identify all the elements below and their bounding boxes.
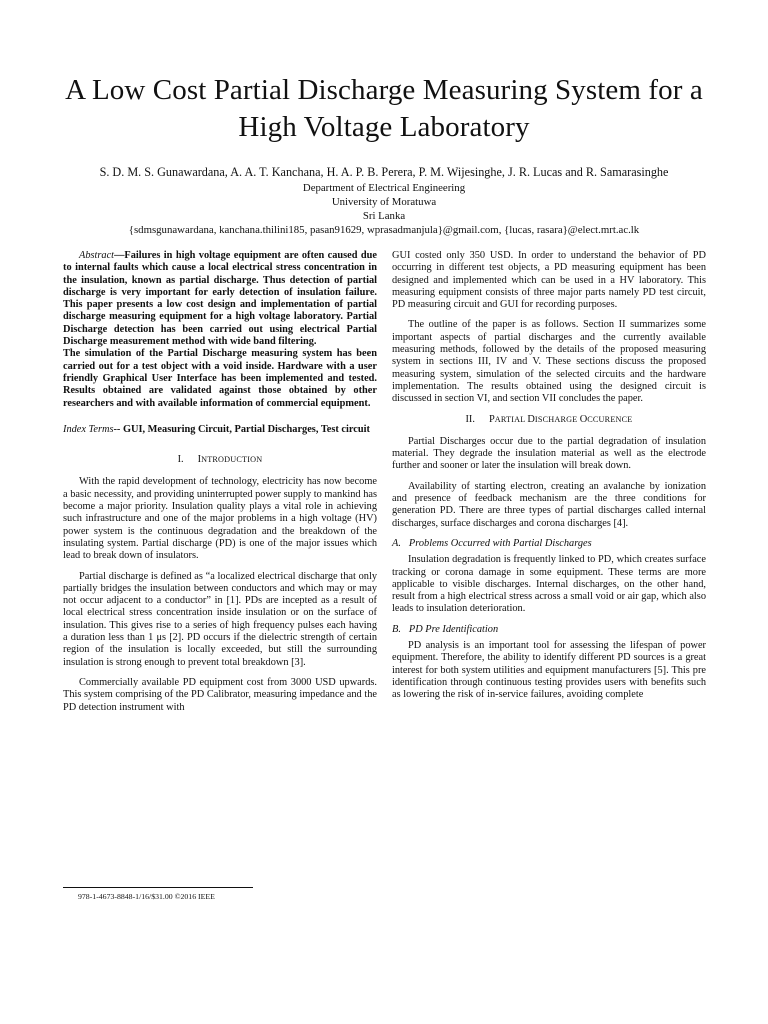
copyright-footnote: 978-1-4673-8848-1/16/$31.00 ©2016 IEEE (78, 892, 215, 901)
section-title-initial: D (527, 413, 535, 425)
subsection-title: PD Pre Identification (408, 623, 499, 635)
body-paragraph: Partial Discharges occur due to the partial degradation of insulation material. They degrade the insulation material as well as the electrode further and sooner or later the insulation will break down. (392, 435, 706, 472)
section-title-rest: NTRODUCTION (201, 455, 263, 465)
abstract-paragraph (63, 250, 377, 348)
body-paragraph: PD analysis is an important tool for assessing the lifespan of power equipment. Therefore, the ability to identify different PD sources is a great interest for both system utilities and equipment manufacturers [5]. This pre identification through continuous testing provides users with benefits such as lowering the risk of in-service failures, avoiding complete (392, 640, 706, 701)
subsection-title: Problems Occurred with Partial Discharges (408, 537, 592, 549)
index-terms (63, 424, 377, 436)
section-heading-introduction (63, 454, 377, 466)
subsection-heading-a (392, 538, 706, 550)
section-title-rest: ARTIAL (494, 414, 528, 424)
section-number: I. (177, 454, 184, 466)
abstract-text: —Failures in high voltage equipment are often caused due to internal faults which cause a local electrical stress concentration in the insulation, known as partial discharge. Thus detection of partial discharge is very important for early detection of insulation failure. This paper presents a low cost design and implementation of partial discharge measuring equipment for a high voltage laboratory. Partial Discharge detection has been carried out using electrical Partial Discharge measurement method with wide band filtering. (63, 250, 377, 348)
subsection-number: B. (392, 623, 401, 635)
index-terms-label: Index Terms (63, 423, 114, 435)
section-heading-partial-discharge (392, 414, 706, 426)
body-paragraph: GUI costed only 350 USD. In order to understand the behavior of PD occurring in different test objects, a PD measuring equipment has been designed and implemented which can be used in a HV laboratory. This measuring equipment consists of three major parts namely PD test circuit, PD measuring circuit and GUI for recording purposes. (392, 250, 706, 311)
section-title-rest: ISCHARGE (534, 414, 580, 424)
body-paragraph: Partial discharge is defined as “a localized electrical discharge that only partially bridges the insulation between conductors and which may or may not occur adjacent to a conductor” in [1]. PDs are incepted as a result of local electrical stress concentration inside insulation or on the surface of insulation. This gives rise to a series of high frequency pulses each having a duration less than 1 μs [2]. PD occurs if the dielectric strength of certain region of the insulation is locally exceeded, but still the surrounding insulation is strong enough to prevent total breakdown [3]. (63, 570, 377, 668)
affiliation (30, 181, 738, 237)
right-column (392, 250, 706, 710)
index-terms-text: -- GUI, Measuring Circuit, Partial Discharges, Test circuit (113, 423, 370, 435)
left-column (63, 250, 377, 722)
body-paragraph: Availability of starting electron, creating an avalanche by ionization and presence of feedback mechanism are the three conditions for generation PD. There are three types of partial discharges called internal discharges, surface discharges and corona discharges [4]. (392, 480, 706, 529)
university: University of Moratuwa (331, 196, 437, 208)
abstract-label: Abstract (79, 250, 115, 261)
body-paragraph: The outline of the paper is as follows. Section II summarizes some important aspects of partial discharges and the currently available measuring methods, followed by the details of the proposed measuring system in sections III, IV and V. These sections discuss the proposed measuring system, simulation of the selected circuits and the hardware implementation. The results obtained using the designed circuit is discussed in section VI, and section VII concludes the paper. (392, 319, 706, 405)
section-number: II. (465, 413, 475, 425)
body-paragraph: Commercially available PD equipment cost from 3000 USD upwards. This system comprising of the PD Calibrator, measuring impedance and the PD detection instrument with (63, 676, 377, 713)
paper-title-line-1: A Low Cost Partial Discharge Measuring System for a (65, 74, 703, 106)
section-title-initial: O (579, 413, 588, 425)
subsection-number: A. (392, 537, 401, 549)
country: Sri Lanka (362, 210, 406, 222)
department: Department of Electrical Engineering (302, 182, 466, 194)
author-list: S. D. M. S. Gunawardana, A. A. T. Kanchana, H. A. P. B. Perera, P. M. Wijesinghe, J. R. Lucas and R. Samarasinghe (99, 165, 669, 179)
abstract-paragraph-2: The simulation of the Partial Discharge measuring system has been carried out for a test object with a void inside. Hardware with a user friendly Graphical User Interface has been implemented and tested. Results obtained are validated against those obtained by other researchers and with available information of commercial equipment. (63, 348, 377, 409)
paper-title-line-2: High Voltage Laboratory (238, 111, 530, 143)
section-title-initial: I (197, 454, 202, 466)
paper-title (40, 72, 728, 146)
body-paragraph: With the rapid development of technology, electricity has now become a basic necessity, and providing uninterrupted power supply to mankind has become a major priority. Insulation quality plays a vital role in achieving such infrastructure and one of the major problems in a high voltage (HV) power system is the continuous degradation and the breakdown of the insulating system. Partial discharge (PD) is one of the major issues which lead to break down of insulators. (63, 476, 377, 562)
section-title-initial: P (488, 413, 495, 425)
author-emails: {sdmsgunawardana, kanchana.thilini185, pasan91629, wprasadmanjula}@gmail.com, {lucas, rasara}@elect.mrt.ac.lk (128, 224, 640, 236)
section-title-rest: CCURENCE (587, 414, 633, 424)
body-paragraph: Insulation degradation is frequently linked to PD, which creates surface tracking or corona damage in some equipment. These terms are more applicable to visible discharges. Internal discharges, on the other hand, result from a high electrical stress across a small void or air gap, which also leads to insulation deterioration. (392, 554, 706, 615)
footnote-divider (63, 887, 253, 888)
subsection-heading-b (392, 624, 706, 636)
